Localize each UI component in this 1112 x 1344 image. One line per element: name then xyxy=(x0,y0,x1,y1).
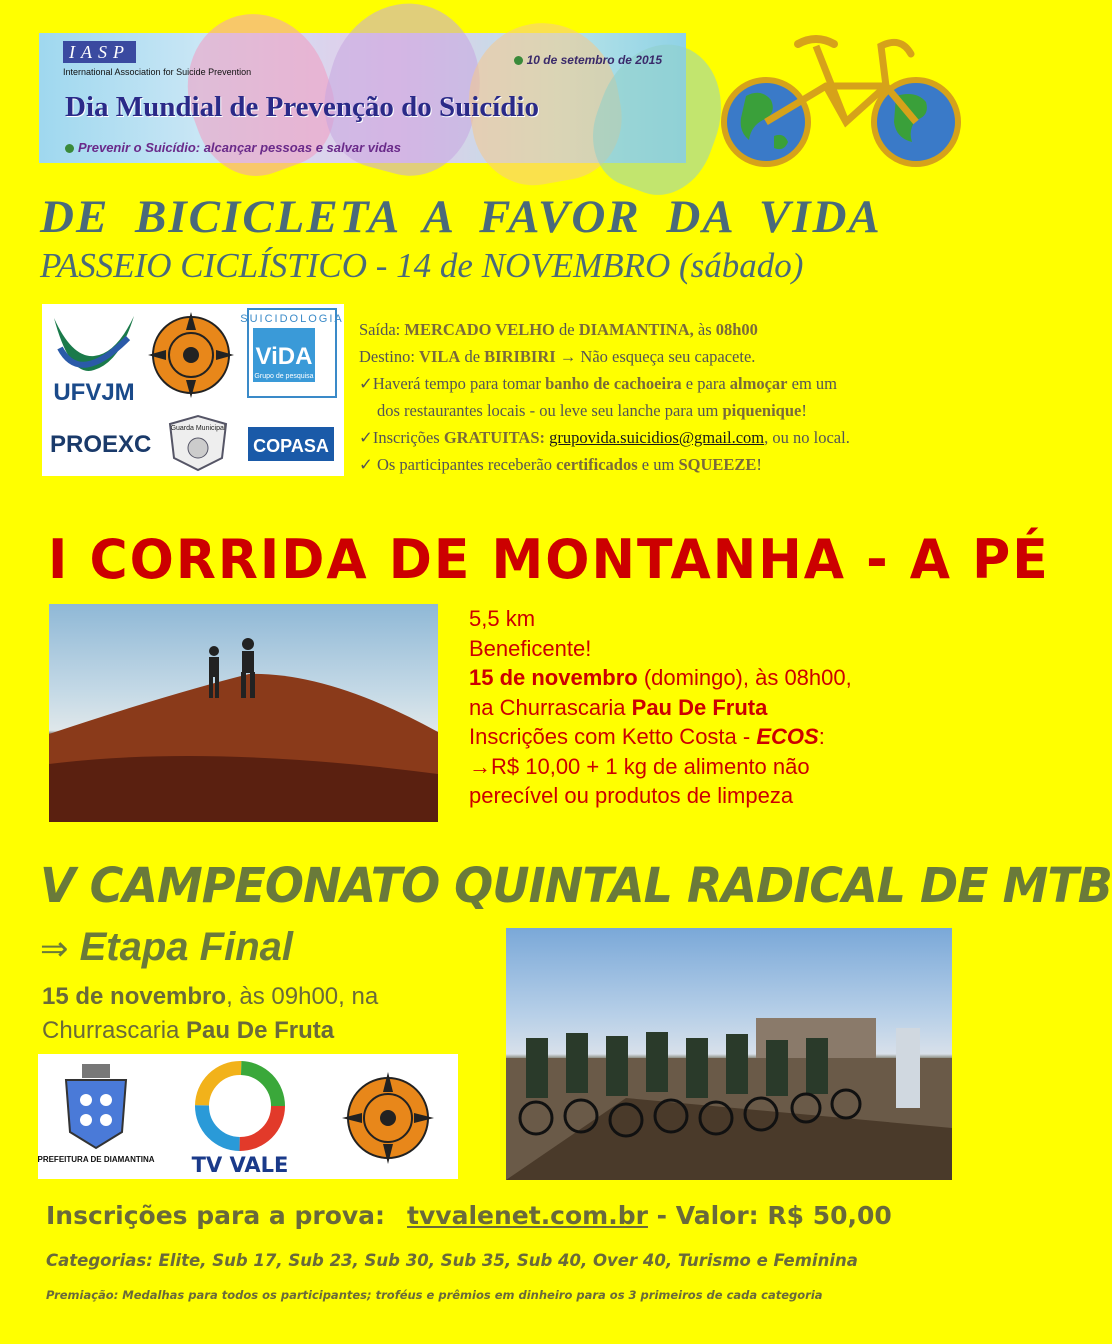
mtb-date: 15 de novembro, às 09h00, na xyxy=(42,983,379,1010)
corrida-details xyxy=(469,604,989,811)
corrida-price: →R$ 10,00 + 1 kg de alimento não xyxy=(469,753,810,779)
bullet-icon xyxy=(514,56,523,65)
arrow-icon: ⇒ xyxy=(40,930,69,968)
activities-line: ✓Haverá tempo para tomar banho de cachoeira e para almoçar em um xyxy=(359,374,837,393)
runners-photo xyxy=(49,604,438,822)
corrida-price-2: perecível ou produtos de limpeza xyxy=(469,783,794,808)
corrida-date: 15 de novembro (domingo), às 08h00, xyxy=(469,665,852,690)
sponsor-logos xyxy=(42,304,344,476)
runners-illustration xyxy=(49,604,438,822)
compass-logo xyxy=(340,1070,436,1166)
bicycle-globe-icon xyxy=(706,26,976,168)
logo-text: ViDA xyxy=(255,343,313,370)
corrida-heading: I CORRIDA DE MONTANHA - A PÉ xyxy=(48,528,1050,592)
cyclists-photo xyxy=(506,928,952,1180)
banner-date: 10 de setembro de 2015 xyxy=(514,53,662,67)
logo-text: COPASA xyxy=(253,436,329,456)
prizes: Premiação: Medalhas para todos os participantes; troféus e prêmios em dinheiro para os 3 primeiros de cada categoria xyxy=(46,1288,823,1302)
logo-text: TV VALE xyxy=(191,1153,289,1177)
registration-line: ✓Inscrições GRATUITAS: grupovida.suicidios@gmail.com, ou no local. xyxy=(359,428,850,447)
logo-text: UFVJM xyxy=(53,379,135,406)
bike-event-details xyxy=(359,316,989,478)
mtb-place: Churrascaria Pau De Fruta xyxy=(42,1017,335,1044)
compass-logo xyxy=(146,310,236,400)
guarda-municipal-logo xyxy=(166,414,230,472)
banner-tagline: Prevenir o Suicídio: alcançar pessoas e salvar vidas xyxy=(65,140,401,155)
corrida-registration: Inscrições com Ketto Costa - ECOS: xyxy=(469,724,825,749)
registration-link[interactable]: tvvalenet.com.br xyxy=(407,1201,648,1230)
iasp-name: International Association for Suicide Prevention xyxy=(63,67,252,77)
logo-text: SUICIDOLOGIA xyxy=(240,313,344,325)
certificates-line: ✓ Os participantes receberão certificados e um SQUEEZE! xyxy=(359,455,762,474)
bullet-icon xyxy=(65,144,74,153)
activities-line-2: dos restaurantes locais - ou leve seu lanche para um piquenique! xyxy=(377,401,807,420)
mtb-registration: Inscrições para a prova: tvvalenet.com.br - Valor: R$ 50,00 xyxy=(46,1201,892,1230)
bike-heading: DE BICICLETA A FAVOR DA VIDA xyxy=(40,191,882,243)
iasp-logo: IASP xyxy=(63,41,136,63)
iasp-banner xyxy=(39,33,686,163)
suicidologia-vida-logo xyxy=(240,308,344,398)
copasa-logo xyxy=(247,426,335,462)
proexc-logo xyxy=(48,424,152,460)
cyclists-illustration xyxy=(506,928,952,1180)
etapa-final: ⇒ Etapa Final xyxy=(40,925,294,969)
mtb-details xyxy=(42,980,482,1048)
bike-subheading: PASSEIO CICLÍSTICO - 14 de NOVEMBRO (sábado) xyxy=(40,246,804,285)
ufvjm-logo xyxy=(50,308,138,404)
departure-line: Saída: MERCADO VELHO de DIAMANTINA, às 08h00 xyxy=(359,320,758,339)
destination-line: Destino: VILA de BIRIBIRI → Não esqueça seu capacete. xyxy=(359,347,756,366)
prefeitura-crest-logo xyxy=(37,1062,155,1172)
distance: 5,5 km xyxy=(469,606,536,631)
banner-title: Dia Mundial de Prevenção do Suicídio xyxy=(65,91,539,123)
email-link[interactable]: grupovida.suicidios@gmail.com xyxy=(549,428,765,447)
logo-text: Guarda Municipal xyxy=(170,425,226,432)
tv-vale-logo xyxy=(160,1060,320,1176)
categories: Categorias: Elite, Sub 17, Sub 23, Sub 30, Sub 35, Sub 40, Over 40, Turismo e Feminina xyxy=(46,1251,858,1270)
logo-text: PROEXC xyxy=(50,431,152,458)
corrida-place: na Churrascaria Pau De Fruta xyxy=(469,694,768,720)
logo-text: PREFEITURA DE DIAMANTINA xyxy=(37,1155,155,1164)
mtb-heading: V CAMPEONATO QUINTAL RADICAL DE MTB xyxy=(40,856,1112,914)
logo-text: Grupo de pesquisa xyxy=(254,373,314,380)
mtb-sponsor-logos xyxy=(38,1054,458,1179)
beneficent: Beneficente! xyxy=(469,635,592,661)
